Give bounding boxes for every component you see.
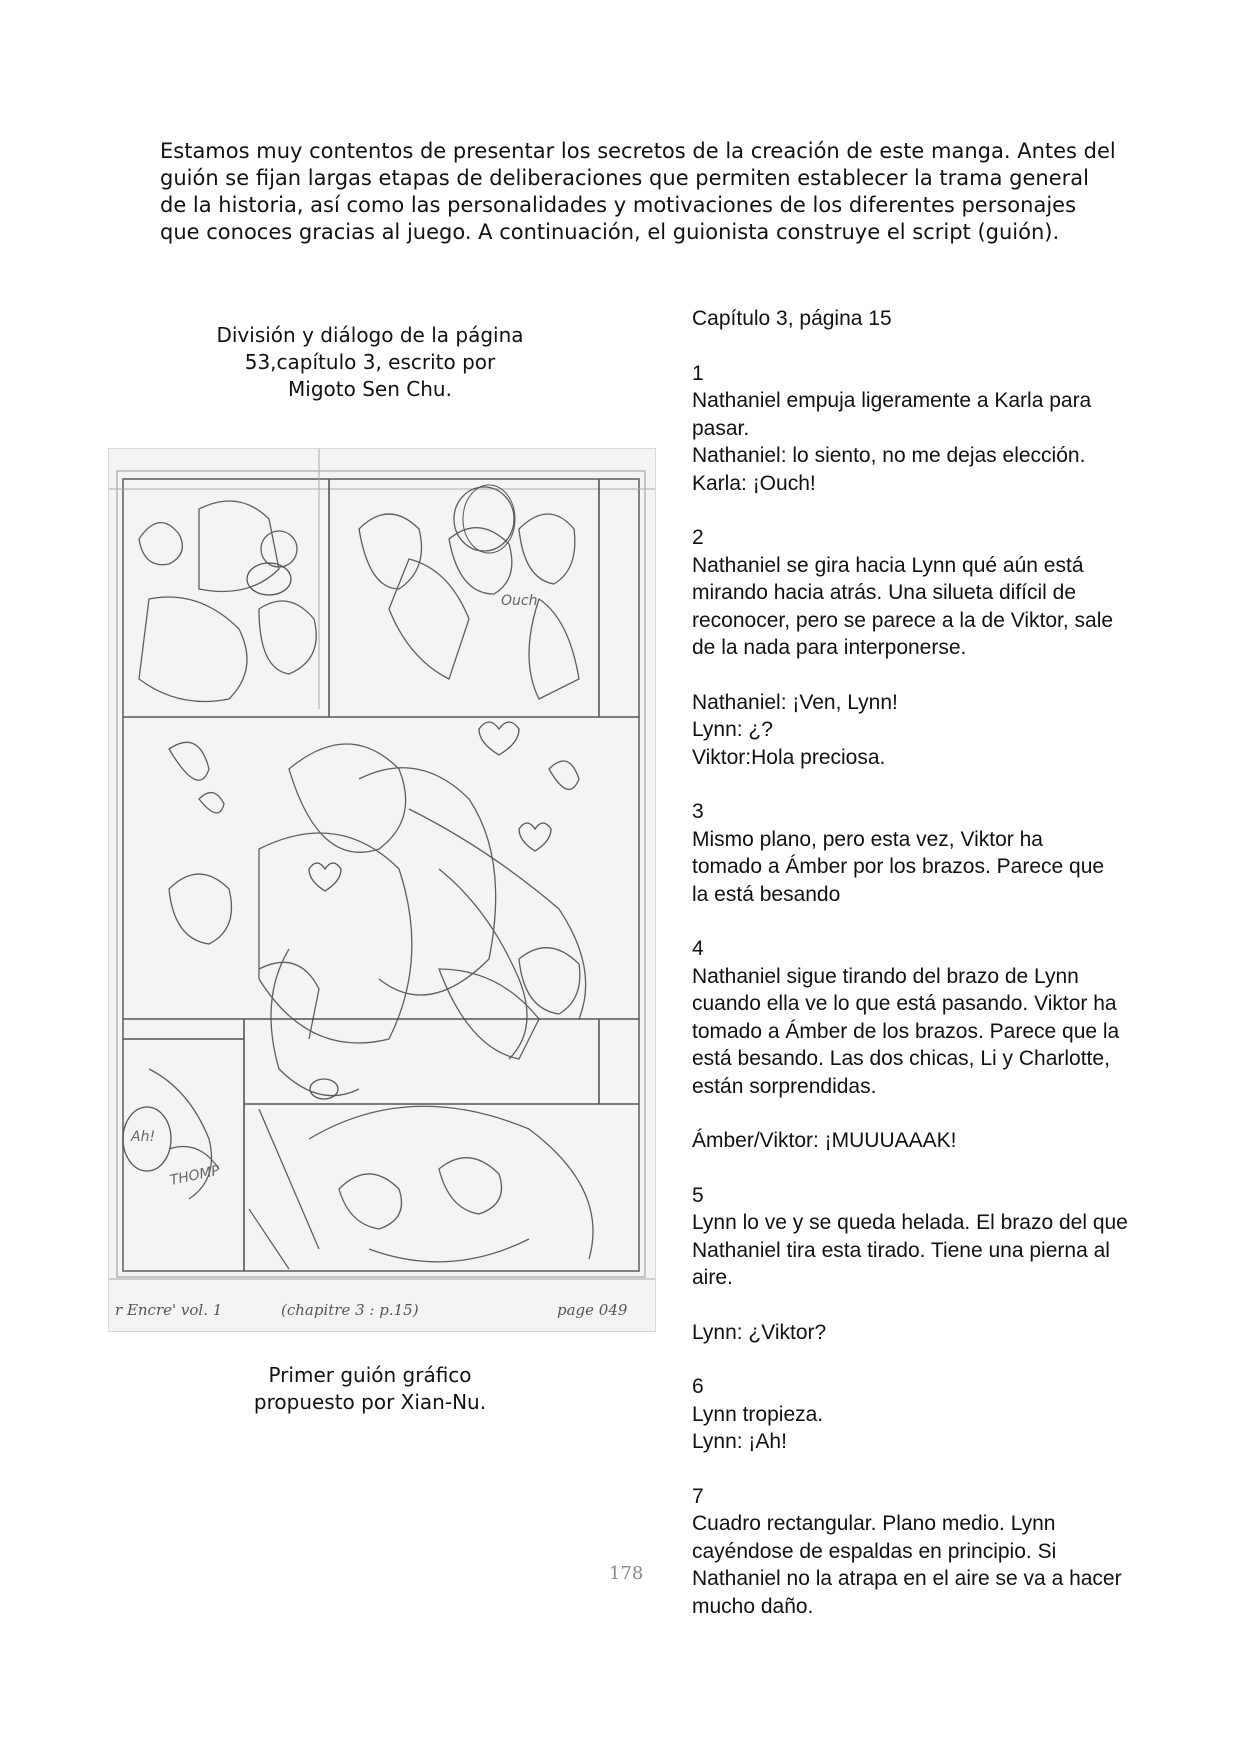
storyboard-author-caption bbox=[190, 1362, 550, 1416]
script-heading: Capítulo 3, página 15 bbox=[692, 307, 892, 330]
script-panel bbox=[692, 1182, 1172, 1347]
script-line: reconocer, pero se parece a la de Viktor, sale bbox=[692, 608, 1114, 632]
script-line: tomado a Ámber por los brazos. Parece que bbox=[692, 855, 1105, 878]
script-line: están sorprendidas. bbox=[692, 1074, 877, 1098]
sketch-footer-page: page 049 bbox=[557, 1301, 628, 1319]
script-line: está besando. Las dos chicas, Li y Charlotte, bbox=[692, 1047, 1110, 1070]
script-line: Nathaniel sigue tirando del brazo de Lynn bbox=[692, 964, 1079, 988]
script-column bbox=[692, 305, 1172, 1647]
script-line: Nathaniel tira esta tirado. Tiene una pierna al bbox=[692, 1238, 1110, 1262]
script-panel bbox=[692, 1373, 1172, 1456]
script-line: la está besando bbox=[692, 882, 841, 906]
script-line: Lynn: ¡Ah! bbox=[692, 1430, 787, 1453]
block-gap bbox=[692, 1100, 1172, 1127]
script-line: Lynn lo ve y se queda helada. El brazo del que bbox=[692, 1211, 1128, 1234]
script-panels bbox=[692, 360, 1172, 1621]
sketch-drawing bbox=[109, 449, 655, 1331]
script-line: Nathaniel: ¡Ven, Lynn! bbox=[692, 690, 898, 714]
script-panel bbox=[692, 1483, 1172, 1621]
script-line: Ámber/Viktor: ¡MUUUAAAK! bbox=[692, 1129, 957, 1152]
sfx-ah: Ah! bbox=[131, 1129, 156, 1145]
panel-number: 2 bbox=[692, 526, 704, 549]
script-line: Nathaniel: lo siento, no me dejas elección. bbox=[692, 444, 1086, 467]
script-line: aire. bbox=[692, 1266, 733, 1289]
panel-number: 6 bbox=[692, 1375, 704, 1398]
script-line: mirando hacia atrás. Una silueta difícil de bbox=[692, 581, 1077, 604]
sfx-ouch: Ouch bbox=[501, 593, 538, 609]
script-line: Karla: ¡Ouch! bbox=[692, 471, 816, 495]
panel-number: 3 bbox=[692, 800, 704, 823]
script-line: Viktor:Hola preciosa. bbox=[692, 745, 886, 769]
intro-paragraph bbox=[160, 138, 1120, 246]
caption-line: 53,capítulo 3, escrito por bbox=[244, 350, 496, 374]
script-panel bbox=[692, 935, 1172, 1155]
storyboard-credit-caption bbox=[190, 322, 550, 403]
script-line: Nathaniel no la atrapa en el aire se va a hacer bbox=[692, 1567, 1122, 1590]
script-line: Lynn: ¿? bbox=[692, 718, 773, 741]
caption-line: propuesto por Xian-Nu. bbox=[253, 1390, 487, 1414]
script-line: Nathaniel empuja ligeramente a Karla para bbox=[692, 389, 1092, 412]
caption-line: División y diálogo de la página bbox=[216, 323, 524, 347]
script-panel bbox=[692, 360, 1172, 498]
script-line: Cuadro rectangular. Plano medio. Lynn bbox=[692, 1512, 1056, 1535]
sketch-footer-left: r Encre' vol. 1 bbox=[115, 1301, 223, 1319]
panel-number: 4 bbox=[692, 937, 704, 960]
intro-line: de la historia, así como las personalidades y motivaciones de los diferentes personajes bbox=[160, 193, 1077, 217]
panel-number: 7 bbox=[692, 1484, 704, 1508]
intro-line: Estamos muy contentos de presentar los secretos de la creación de este manga. Antes del bbox=[160, 139, 1116, 163]
script-line: pasar. bbox=[692, 416, 750, 440]
block-gap bbox=[692, 662, 1172, 689]
sketch-footer-chapter: (chapitre 3 : p.15) bbox=[281, 1301, 419, 1319]
script-line: Lynn tropieza. bbox=[692, 1402, 824, 1426]
sketch-footer bbox=[109, 1301, 655, 1323]
script-line: Nathaniel se gira hacia Lynn qué aún está bbox=[692, 553, 1084, 577]
storyboard-sketch bbox=[108, 448, 656, 1332]
script-line: tomado a Ámber de los brazos. Parece que la bbox=[692, 1019, 1120, 1043]
script-line: cayéndose de espaldas en principio. Si bbox=[692, 1539, 1057, 1563]
sfx-thomp: THOMP bbox=[168, 1162, 222, 1189]
panel-number: 5 bbox=[692, 1183, 704, 1207]
panel-number: 1 bbox=[692, 361, 704, 385]
intro-line: guión se fijan largas etapas de deliberaciones que permiten establecer la trama general bbox=[160, 166, 1089, 190]
script-panel bbox=[692, 524, 1172, 771]
caption-line: Primer guión gráfico bbox=[268, 1363, 472, 1387]
caption-line: Migoto Sen Chu. bbox=[288, 377, 452, 401]
script-line: Lynn: ¿Viktor? bbox=[692, 1320, 827, 1344]
script-line: cuando ella ve lo que está pasando. Viktor ha bbox=[692, 992, 1117, 1015]
script-line: de la nada para interponerse. bbox=[692, 636, 967, 659]
script-line: mucho daño. bbox=[692, 1594, 814, 1618]
page-number: 178 bbox=[609, 1563, 644, 1584]
block-gap bbox=[692, 1292, 1172, 1319]
script-panel bbox=[692, 798, 1172, 908]
script-line: Mismo plano, pero esta vez, Viktor ha bbox=[692, 827, 1043, 851]
intro-line: que conoces gracias al juego. A continuación, el guionista construye el script (guión). bbox=[160, 220, 1060, 244]
